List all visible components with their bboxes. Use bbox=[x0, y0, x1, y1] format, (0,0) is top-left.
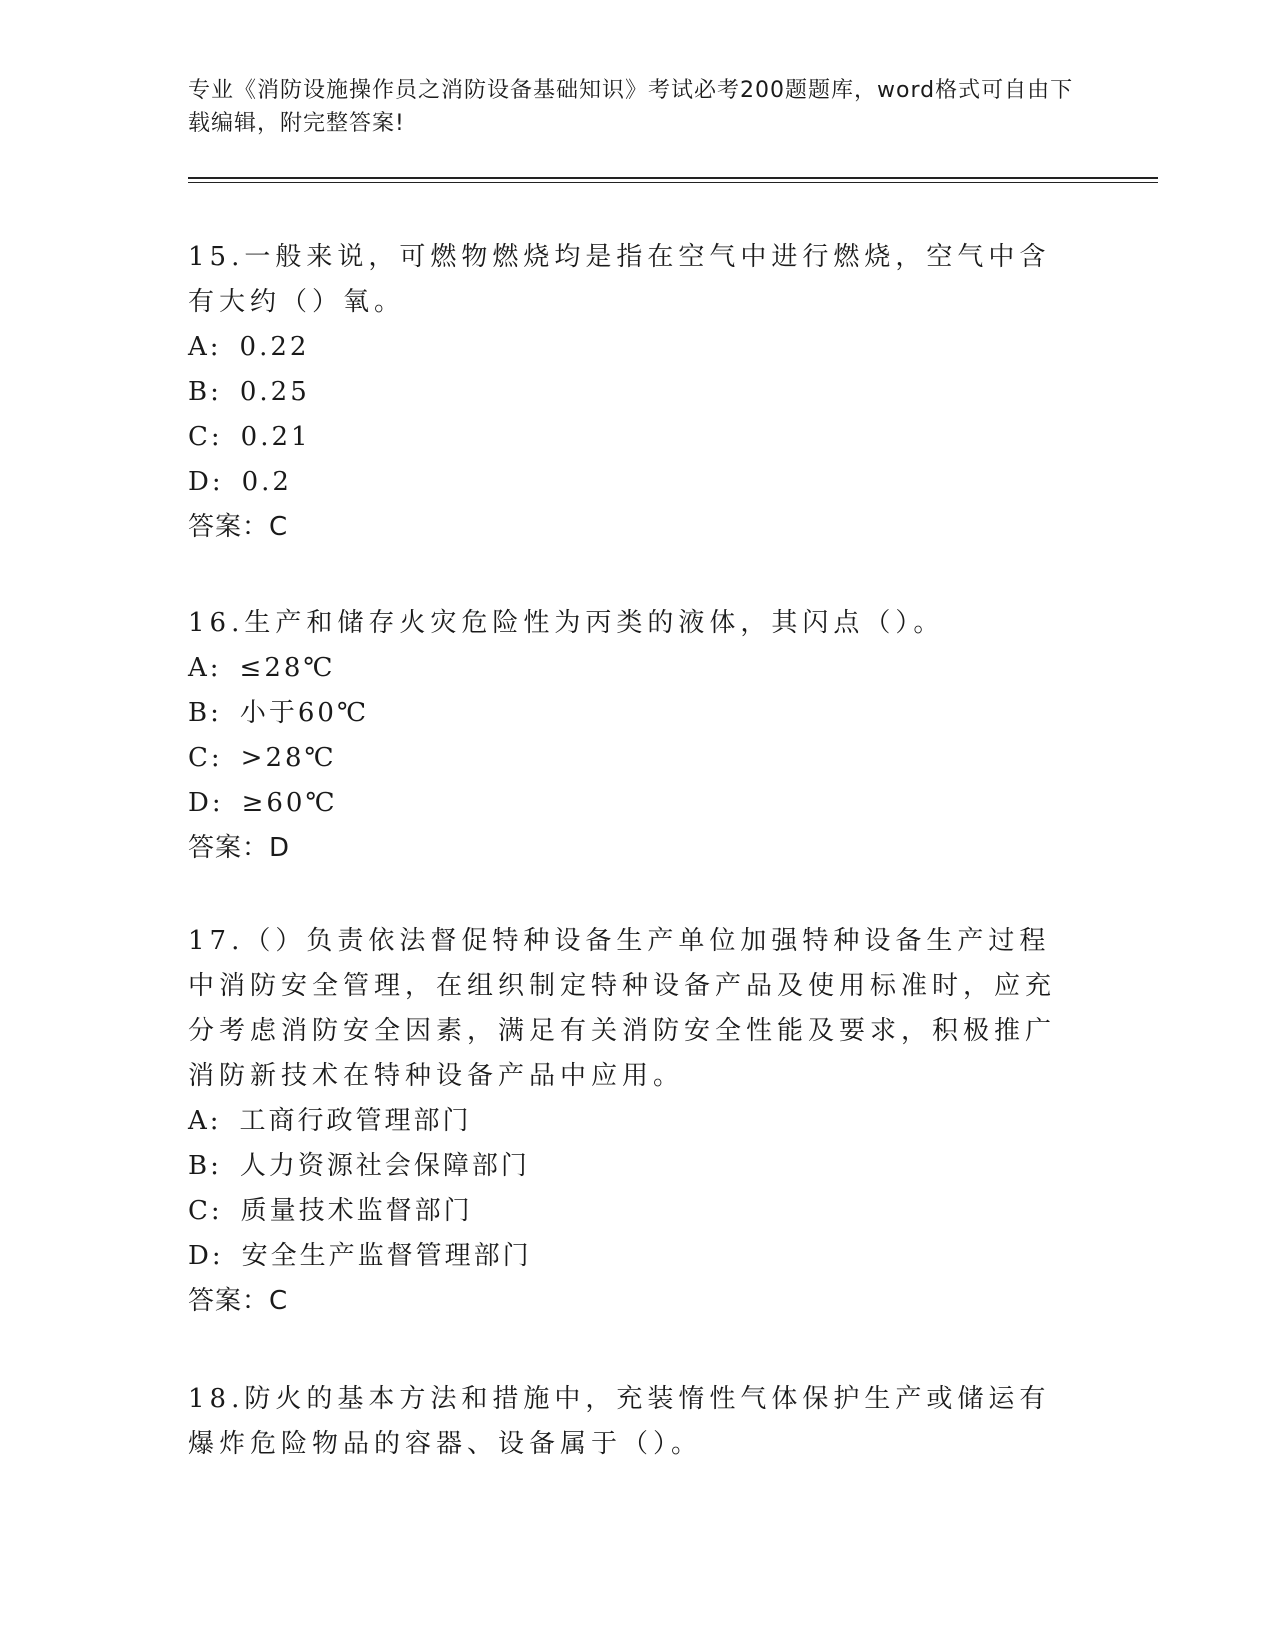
option-a bbox=[188, 325, 1078, 370]
question-stem: 15.一般来说，可燃物燃烧均是指在空气中进行燃烧，空气中含有大约（）氧。 bbox=[188, 242, 1051, 317]
option-text: 工商行政管理部门 bbox=[239, 1106, 472, 1136]
question-15 bbox=[188, 235, 1078, 550]
option-key: B: bbox=[188, 1151, 222, 1181]
header-divider bbox=[188, 177, 1158, 179]
option-key: C: bbox=[188, 743, 223, 773]
question-18 bbox=[188, 1377, 1078, 1467]
answer-line: 答案：C bbox=[188, 512, 289, 542]
option-b bbox=[188, 370, 1078, 415]
option-b bbox=[188, 691, 1078, 736]
option-text: 人力资源社会保障部门 bbox=[239, 1151, 530, 1181]
option-key: C: bbox=[188, 1196, 223, 1226]
question-stem: 17.（）负责依法督促特种设备生产单位加强特种设备生产过程中消防安全管理，在组织制定特种设备产品及使用标准时，应充分考虑消防安全因素，满足有关消防安全性能及要求，积极推广消防新技术在特种设备产品中应用。 bbox=[188, 926, 1057, 1091]
option-text: 质量技术监督部门 bbox=[240, 1196, 473, 1226]
header-divider-thin bbox=[188, 182, 1158, 183]
option-c bbox=[188, 1189, 1078, 1234]
option-text: 0.2 bbox=[241, 467, 292, 497]
option-text: 0.21 bbox=[240, 422, 311, 452]
question-stem: 16.生产和储存火灾危险性为丙类的液体，其闪点（）。 bbox=[188, 608, 945, 638]
option-key: D: bbox=[188, 1241, 224, 1271]
option-key: C: bbox=[188, 422, 223, 452]
question-17 bbox=[188, 919, 1078, 1324]
option-a bbox=[188, 646, 1078, 691]
question-16 bbox=[188, 601, 1078, 871]
option-a bbox=[188, 1099, 1078, 1144]
option-key: D: bbox=[188, 467, 224, 497]
answer-line: 答案：C bbox=[188, 1286, 289, 1316]
option-text: >28℃ bbox=[240, 743, 337, 773]
option-key: B: bbox=[188, 698, 222, 728]
option-b bbox=[188, 1144, 1078, 1189]
option-text: 0.22 bbox=[239, 332, 310, 362]
option-key: D: bbox=[188, 788, 224, 818]
option-key: B: bbox=[188, 377, 222, 407]
option-d bbox=[188, 1234, 1078, 1279]
question-stem: 18.防火的基本方法和措施中，充装惰性气体保护生产或储运有爆炸危险物品的容器、设备属于（）。 bbox=[188, 1384, 1051, 1459]
option-text: ≥60℃ bbox=[241, 788, 338, 818]
option-text: 0.25 bbox=[239, 377, 310, 407]
option-text: 安全生产监督管理部门 bbox=[241, 1241, 532, 1271]
option-d bbox=[188, 781, 1078, 826]
option-text: 小于60℃ bbox=[239, 698, 370, 728]
option-text: ≤28℃ bbox=[239, 653, 336, 683]
option-key: A: bbox=[188, 1106, 222, 1136]
option-c bbox=[188, 736, 1078, 781]
document-header: 专业《消防设施操作员之消防设备基础知识》考试必考200题题库，word格式可自由下载编辑，附完整答案! bbox=[188, 78, 1074, 136]
option-key: A: bbox=[188, 332, 222, 362]
option-key: A: bbox=[188, 653, 222, 683]
option-c bbox=[188, 415, 1078, 460]
option-d bbox=[188, 460, 1078, 505]
answer-line: 答案：D bbox=[188, 833, 291, 863]
